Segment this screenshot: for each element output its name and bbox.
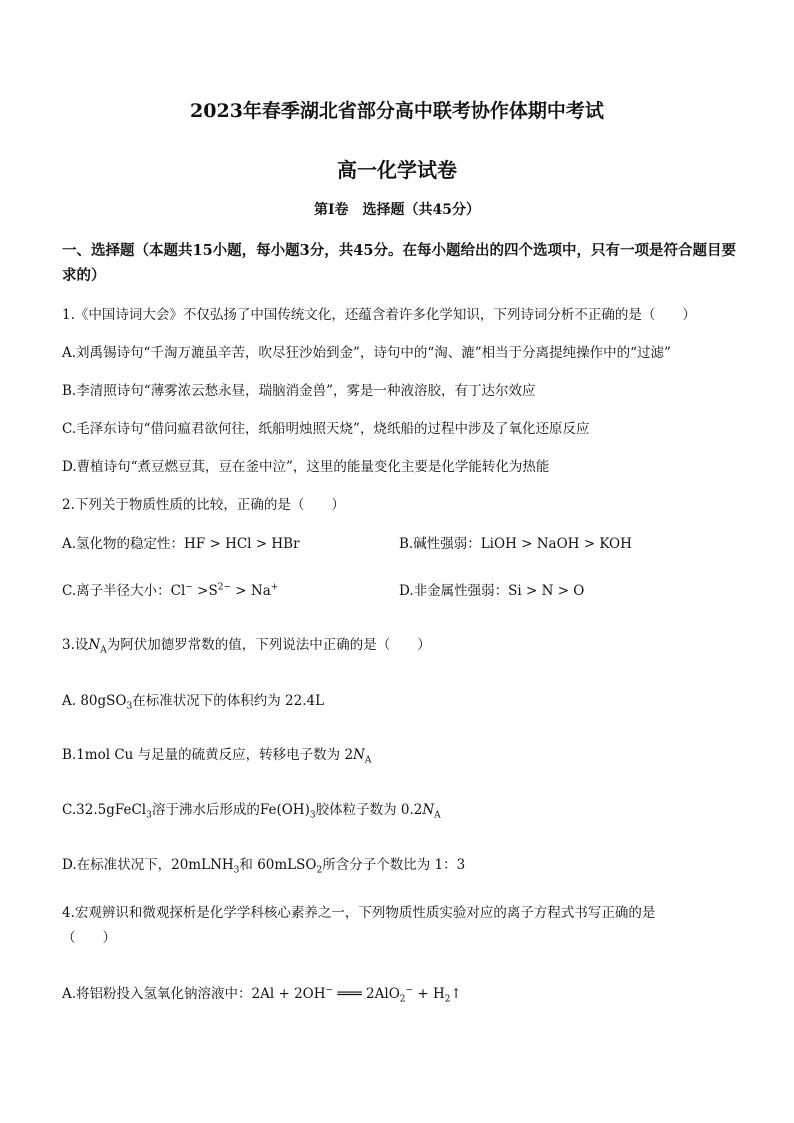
avogadro-constant: N: [88, 637, 101, 653]
q2-option-b-label: B.碱性强弱：: [399, 536, 481, 552]
q3-option-a: A. 80gSO$_3$在标准状况下的体积约为 22.4L: [62, 693, 325, 712]
q2-option-c-label: C.离子半径大小：: [62, 583, 171, 599]
exam-title: 2023年春季湖北省部分高中联考协作体期中考试: [190, 100, 604, 122]
q4-stem-line2: （ ）: [62, 930, 116, 946]
section-heading: 一、选择题（本题共15小题，每小题3分，共45分。在每小题给出的四个选项中，只有一项是符合题目要求的）: [62, 242, 736, 284]
q2-option-d: [399, 579, 584, 599]
q2-option-c: [62, 579, 278, 599]
q3-option-b: B.1mol Cu 与足量的硫黄反应，转移电子数为 $2N_A$: [62, 747, 372, 766]
q2-option-b: [399, 532, 632, 552]
q1-option-a: A.刘禹锡诗句“千淘万漉虽辛苦，吹尽狂沙始到金”，诗句中的“淘、漉”相当于分离提纯操作中的“过滤”: [62, 345, 671, 361]
q3-option-c: C.32.5gFeCl$_3$溶于沸水后形成的$Fe(OH)_3$胶体粒子数为 $0.2N_A$: [62, 802, 441, 821]
q1-option-d: D.曹植诗句“煮豆燃豆萁，豆在釜中泣”，这里的能量变化主要是化学能转化为热能: [62, 459, 550, 475]
q2-option-d-label: D.非金属性强弱：: [399, 583, 509, 599]
paper-title: 高一化学试卷: [337, 158, 457, 182]
q2-option-d-formula: Si > N > O: [508, 583, 585, 599]
part-title: 第Ⅰ卷 选择题（共45分）: [313, 202, 481, 218]
q3-stem: 3.设$N_A$为阿伏加德罗常数的值，下列说法中正确的是（ ）: [62, 637, 431, 656]
q1-option-b: B.李清照诗句“薄雾浓云愁永昼，瑞脑消金兽”，雾是一种液溶胶，有丁达尔效应: [62, 383, 536, 399]
q2-option-c-formula: $Cl^- >S^{2-} > Na^+$: [170, 582, 279, 599]
q2-option-a: [62, 532, 300, 552]
q4-option-a-equation: 2Al + 2OH− ═══ $2AlO_2^- + H_2↑$: [251, 985, 462, 1005]
q4-stem-line1: 4.宏观辨识和微观探析是化学学科核心素养之一，下列物质性质实验对应的离子方程式书写正确的是: [62, 905, 656, 921]
q2-option-a-label: A.氢化物的稳定性：: [62, 536, 185, 552]
q4-option-a: A.将铝粉投入氢氧化钠溶液中：2Al + 2OH− ═══ $2AlO_2^- + H_2↑$: [62, 985, 462, 1005]
q2-stem: 2.下列关于物质性质的比较，正确的是（ ）: [62, 497, 345, 513]
q2-option-b-formula: LiOH > NaOH > KOH: [480, 536, 632, 552]
q2-option-a-formula: HF > HCl > HBr: [184, 536, 300, 552]
q1-stem: 1.《中国诗词大会》不仅弘扬了中国传统文化，还蕴含着许多化学知识，下列诗词分析不正确的是（ ）: [62, 307, 696, 323]
q3-option-d: D.在标准状况下，20mLNH$_3$和 60mLSO$_2$所含分子个数比为 1：3: [62, 857, 466, 876]
q1-option-c: C.毛泽东诗句“借问瘟君欲何往，纸船明烛照天烧”，烧纸船的过程中涉及了氧化还原反应: [62, 421, 590, 437]
